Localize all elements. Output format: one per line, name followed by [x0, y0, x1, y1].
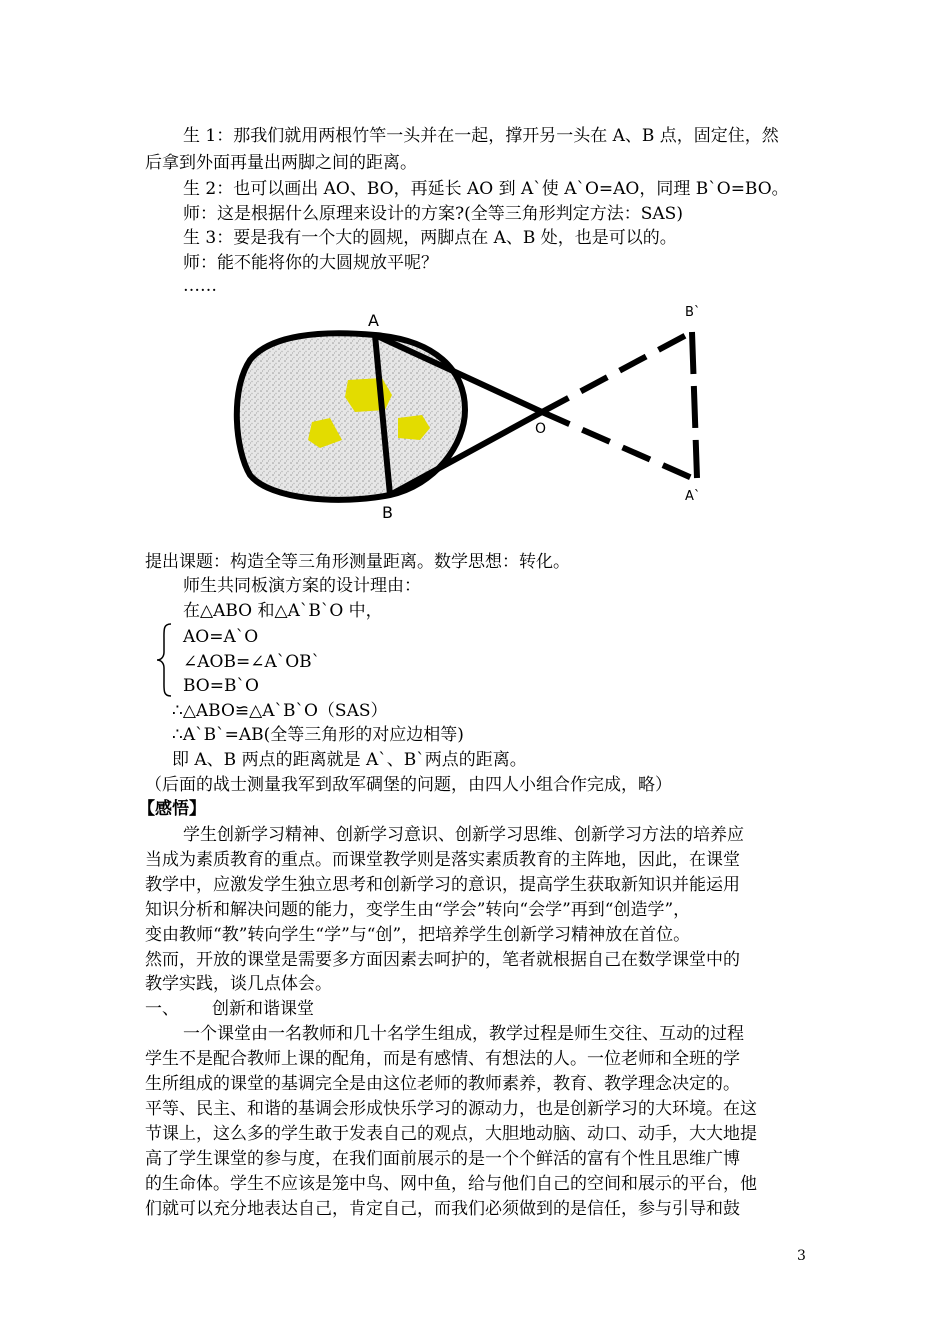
- dialogue-ellipsis: ……: [183, 276, 217, 296]
- dialogue-line-1: 生 1：那我们就用两根竹竿一头并在一起，撑开另一头在 A、B 点，固定住，然: [183, 126, 779, 146]
- label-o: O: [535, 421, 547, 437]
- topic-line: 提出课题：构造全等三角形测量距离。数学思想：转化。: [145, 552, 570, 572]
- segment-a-prime-b-prime: [692, 332, 697, 478]
- segment-ob-prime: [542, 332, 692, 412]
- paragraph1-line: 教学中，应激发学生独立思考和创新学习的意识，提高学生获取新知识并能运用: [145, 875, 740, 895]
- paragraph2-line: 一个课堂由一名教师和几十名学生组成，教学过程是师生交往、互动的过程: [183, 1024, 744, 1044]
- yellow-patch-1: [345, 378, 392, 412]
- paragraph2-line: 平等、民主、和谐的基调会形成快乐学习的源动力，也是创新学习的大环境。在这: [145, 1099, 757, 1119]
- paragraph1-line: 变由教师“教”转向学生“学”与“创”，把培养学生创新学习精神放在首位。: [145, 925, 691, 945]
- paragraph1-line: 教学实践，谈几点体会。: [145, 974, 332, 994]
- label-b: B: [382, 503, 393, 522]
- condition-2: ∠AOB=∠A`OB`: [183, 652, 321, 672]
- proof-in-triangles: 在△ABO 和△A`B`O 中，: [183, 601, 383, 621]
- section-title: 【感悟】: [138, 799, 206, 819]
- label-a: A: [368, 311, 379, 330]
- paragraph2-line: 学生不是配合教师上课的配角，而是有感情、有想法的人。一位老师和全班的学: [145, 1049, 740, 1069]
- proof-intro: 师生共同板演方案的设计理由：: [183, 576, 421, 596]
- conclusion-2: ∴A`B`=AB(全等三角形的对应边相等): [172, 725, 464, 745]
- dialogue-line-5: 生 3：要是我有一个大的圆规，两脚点在 A、B 处，也是可以的。: [183, 228, 677, 248]
- condition-1: AO=A`O: [183, 627, 259, 647]
- curly-brace: [155, 622, 175, 698]
- paragraph1-line: 当成为素质教育的重点。而课堂教学则是落实素质教育的主阵地，因此，在课堂: [145, 850, 740, 870]
- paragraph2-line: 节课上，这么多的学生敢于发表自己的观点，大胆地动脑、动口、动手，大大地提: [145, 1124, 757, 1144]
- label-a-prime: A`: [685, 489, 701, 504]
- dialogue-line-4: 师：这是根据什么原理来设计的方案?(全等三角形判定方法：SAS): [183, 204, 683, 224]
- note-line: （后面的战士测量我军到敌军碉堡的问题，由四人小组合作完成，略）: [145, 775, 672, 795]
- paragraph1-line: 然而，开放的课堂是需要多方面因素去呵护的，笔者就根据自己在数学课堂中的: [145, 950, 740, 970]
- heading-1-number: 一、: [145, 999, 179, 1019]
- paragraph2-line: 高了学生课堂的参与度，在我们面前展示的是一个个鲜活的富有个性且思维广博: [145, 1149, 740, 1169]
- dialogue-line-2: 后拿到外面再量出两脚之间的距离。: [145, 153, 417, 173]
- paragraph1-line: 学生创新学习精神、创新学习意识、创新学习思维、创新学习方法的培养应: [183, 825, 744, 845]
- segment-oa-prime: [542, 412, 692, 478]
- paragraph1-line: 知识分析和解决问题的能力，变学生由“学会”转向“会学”再到“创造学”，: [145, 900, 691, 920]
- conclusion-1: ∴△ABO≌△A`B`O（SAS）: [172, 701, 388, 721]
- page-number: 3: [797, 1248, 806, 1264]
- paragraph2-line: 生所组成的课堂的基调完全是由这位老师的教师素养，教育、教学理念决定的。: [145, 1074, 740, 1094]
- measurement-figure: [230, 300, 730, 530]
- paragraph2-line: 们就可以充分地表达自己，肯定自己，而我们必须做到的是信任，参与引导和鼓: [145, 1199, 740, 1219]
- heading-1-text: 创新和谐课堂: [212, 999, 314, 1019]
- paragraph2-line: 的生命体。学生不应该是笼中鸟、网中鱼，给与他们自己的空间和展示的平台，他: [145, 1174, 757, 1194]
- result-line: 即 A、B 两点的距离就是 A`、B`两点的距离。: [172, 750, 527, 770]
- dialogue-line-6: 师：能不能将你的大圆规放平呢？: [183, 253, 438, 273]
- label-b-prime: B`: [685, 305, 701, 320]
- dialogue-line-3: 生 2：也可以画出 AO、BO，再延长 AO 到 A`使 A`O=AO，同理 B`O=BO。: [183, 179, 789, 199]
- condition-3: BO=B`O: [183, 676, 259, 696]
